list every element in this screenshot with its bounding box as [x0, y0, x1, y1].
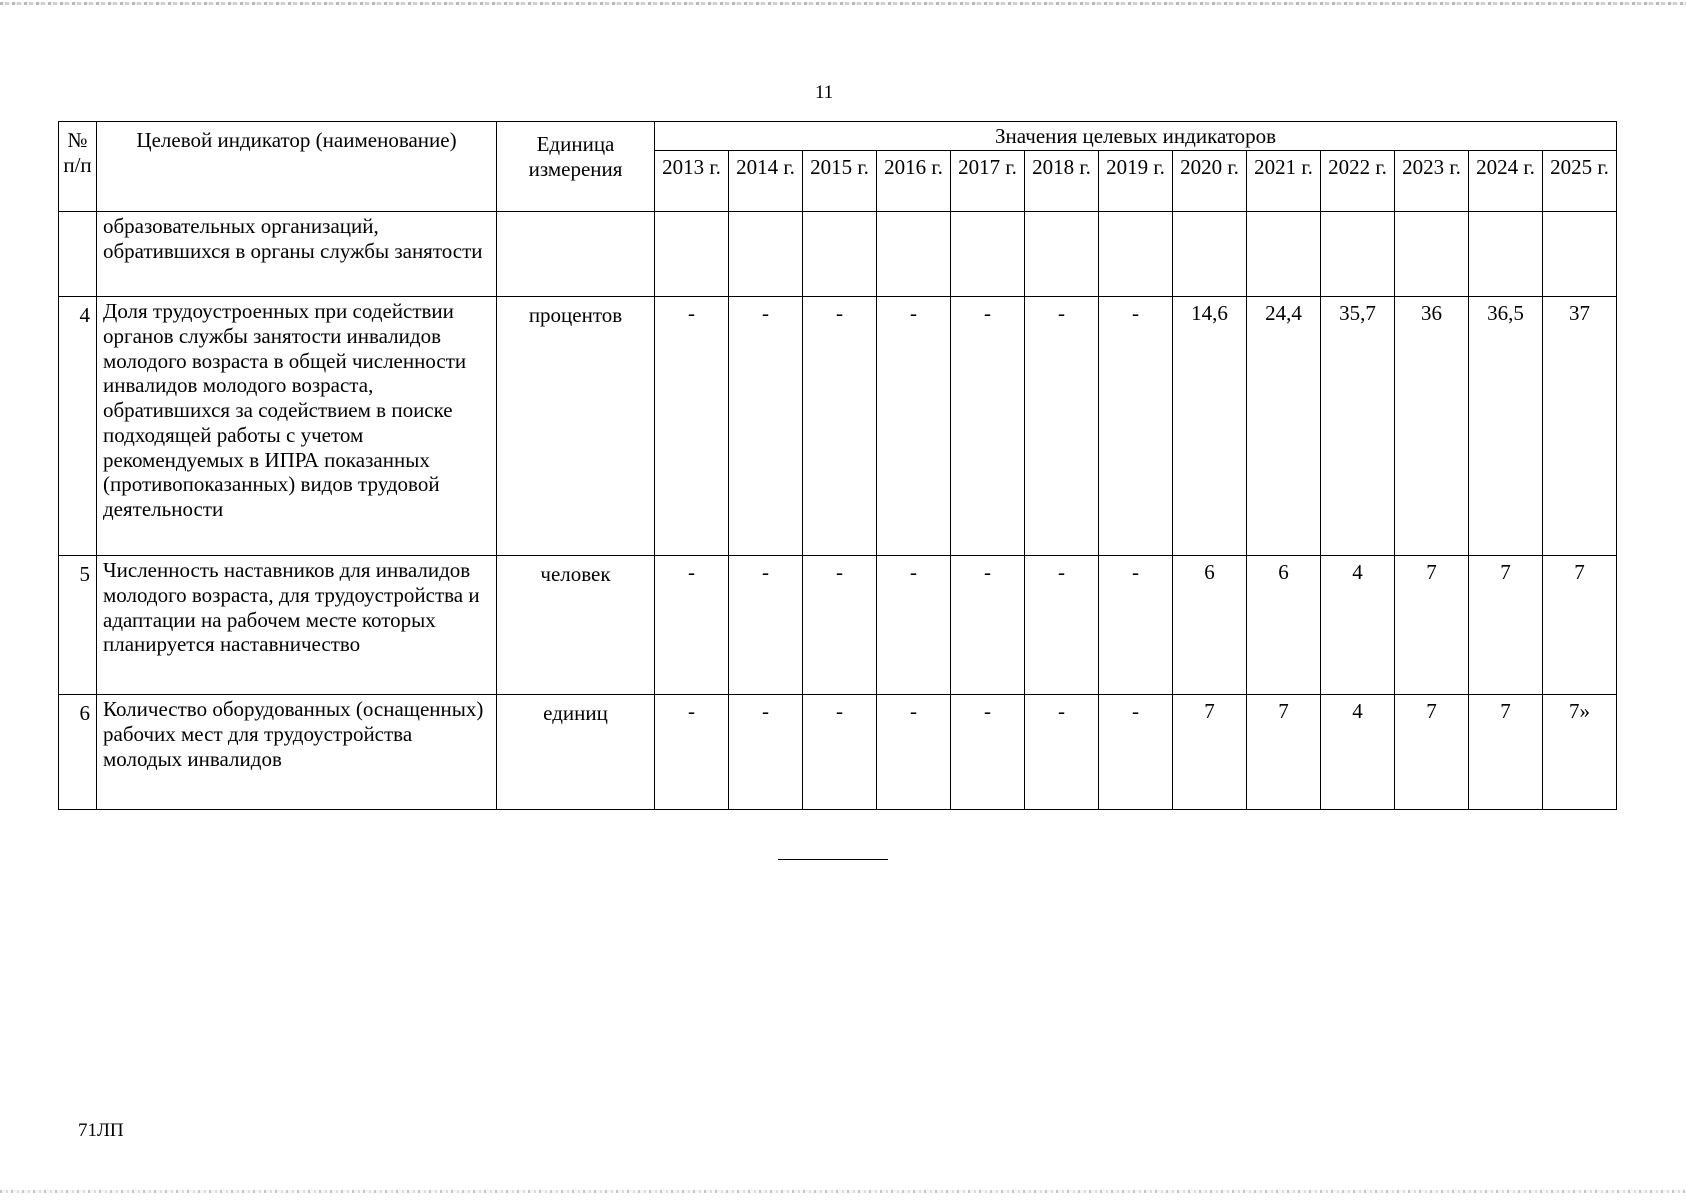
- header-year: 2017 г.: [951, 151, 1025, 212]
- indicator-value: -: [803, 695, 877, 810]
- end-of-table-rule: [778, 859, 888, 860]
- header-year: 2025 г.: [1543, 151, 1617, 212]
- indicator-unit: единиц: [497, 695, 655, 810]
- indicator-value: 7: [1247, 695, 1321, 810]
- header-year: 2018 г.: [1025, 151, 1099, 212]
- row-number: [59, 212, 97, 297]
- table-row: [59, 212, 1617, 297]
- indicator-value: -: [1099, 556, 1173, 695]
- indicator-value: 7: [1469, 695, 1543, 810]
- indicator-value: 4: [1321, 695, 1395, 810]
- indicator-value: -: [729, 297, 803, 556]
- indicator-value: [1025, 212, 1099, 297]
- indicator-value: [1395, 212, 1469, 297]
- indicator-value: -: [1099, 695, 1173, 810]
- indicator-value: 14,6: [1173, 297, 1247, 556]
- header-values-group: Значения целевых индикаторов: [655, 122, 1617, 151]
- indicator-value: -: [1025, 297, 1099, 556]
- indicator-value: 6: [1173, 556, 1247, 695]
- indicators-table: [58, 121, 1617, 810]
- header-year: 2019 г.: [1099, 151, 1173, 212]
- header-year: 2016 г.: [877, 151, 951, 212]
- indicator-unit: [497, 212, 655, 297]
- indicator-unit: человек: [497, 556, 655, 695]
- indicator-value: -: [877, 297, 951, 556]
- indicator-value: 7: [1395, 556, 1469, 695]
- indicator-value: [655, 212, 729, 297]
- indicator-value: -: [951, 297, 1025, 556]
- indicator-value: 7: [1395, 695, 1469, 810]
- indicator-value: [1099, 212, 1173, 297]
- scan-edge-bottom: [0, 1190, 1686, 1193]
- indicator-unit: процентов: [497, 297, 655, 556]
- row-number: 4: [59, 297, 97, 556]
- indicator-name: Доля трудоустроенных при содействии органов службы занятости инвалидов молодого возраста в общей численности инвалидов молодого возраста, обратившихся за содействием в поиске подходящей работы с учетом рекомендуемых в ИПРА показанных (противопоказанных) видов трудовой деятельности: [97, 297, 497, 556]
- indicator-value: -: [803, 556, 877, 695]
- header-year: 2021 г.: [1247, 151, 1321, 212]
- indicator-value: 6: [1247, 556, 1321, 695]
- indicator-value: -: [877, 695, 951, 810]
- header-year: 2014 г.: [729, 151, 803, 212]
- header-indicator: Целевой индикатор (наименование): [97, 122, 497, 212]
- indicator-value: [1173, 212, 1247, 297]
- header-unit: Единица измерения: [497, 122, 655, 212]
- indicator-value: [803, 212, 877, 297]
- header-year: 2024 г.: [1469, 151, 1543, 212]
- row-number: 6: [59, 695, 97, 810]
- header-year: 2015 г.: [803, 151, 877, 212]
- header-year: 2023 г.: [1395, 151, 1469, 212]
- header-year: 2020 г.: [1173, 151, 1247, 212]
- indicator-value: 37: [1543, 297, 1617, 556]
- indicator-value: [729, 212, 803, 297]
- indicator-value: -: [655, 695, 729, 810]
- indicator-value: 35,7: [1321, 297, 1395, 556]
- indicator-value: 4: [1321, 556, 1395, 695]
- indicator-value: 7: [1173, 695, 1247, 810]
- indicator-value: [1247, 212, 1321, 297]
- table-row: [59, 556, 1617, 695]
- indicator-value: 7: [1543, 556, 1617, 695]
- indicator-value: 7»: [1543, 695, 1617, 810]
- indicator-value: [951, 212, 1025, 297]
- indicator-value: 36: [1395, 297, 1469, 556]
- header-number: № п/п: [59, 122, 97, 212]
- indicator-value: -: [729, 556, 803, 695]
- table-row: [59, 297, 1617, 556]
- header-year: 2013 г.: [655, 151, 729, 212]
- document-code: 71ЛП: [78, 1120, 124, 1141]
- indicator-value: [1543, 212, 1617, 297]
- indicator-value: 36,5: [1469, 297, 1543, 556]
- indicator-value: -: [951, 556, 1025, 695]
- indicator-value: -: [877, 556, 951, 695]
- indicator-value: -: [1099, 297, 1173, 556]
- indicator-value: 7: [1469, 556, 1543, 695]
- table-body: [59, 212, 1617, 810]
- indicator-value: -: [655, 556, 729, 695]
- indicator-value: -: [729, 695, 803, 810]
- scan-edge-top: [0, 2, 1686, 5]
- page-number: 11: [815, 82, 834, 103]
- indicator-value: -: [951, 695, 1025, 810]
- table-row: [59, 695, 1617, 810]
- header-year: 2022 г.: [1321, 151, 1395, 212]
- row-number: 5: [59, 556, 97, 695]
- indicator-name: Численность наставников для инвалидов молодого возраста, для трудоустройства и адаптации на рабочем месте которых планируется наставничество: [97, 556, 497, 695]
- indicator-value: -: [655, 297, 729, 556]
- indicator-value: -: [803, 297, 877, 556]
- indicator-value: [1469, 212, 1543, 297]
- header-row-1: [59, 122, 1617, 151]
- indicator-value: [1321, 212, 1395, 297]
- indicator-value: [877, 212, 951, 297]
- indicator-value: -: [1025, 695, 1099, 810]
- indicator-name: Количество оборудованных (оснащенных) рабочих мест для трудоустройства молодых инвалидов: [97, 695, 497, 810]
- indicator-value: -: [1025, 556, 1099, 695]
- indicator-name: образовательных организаций, обратившихся в органы службы занятости: [97, 212, 497, 297]
- indicator-value: 24,4: [1247, 297, 1321, 556]
